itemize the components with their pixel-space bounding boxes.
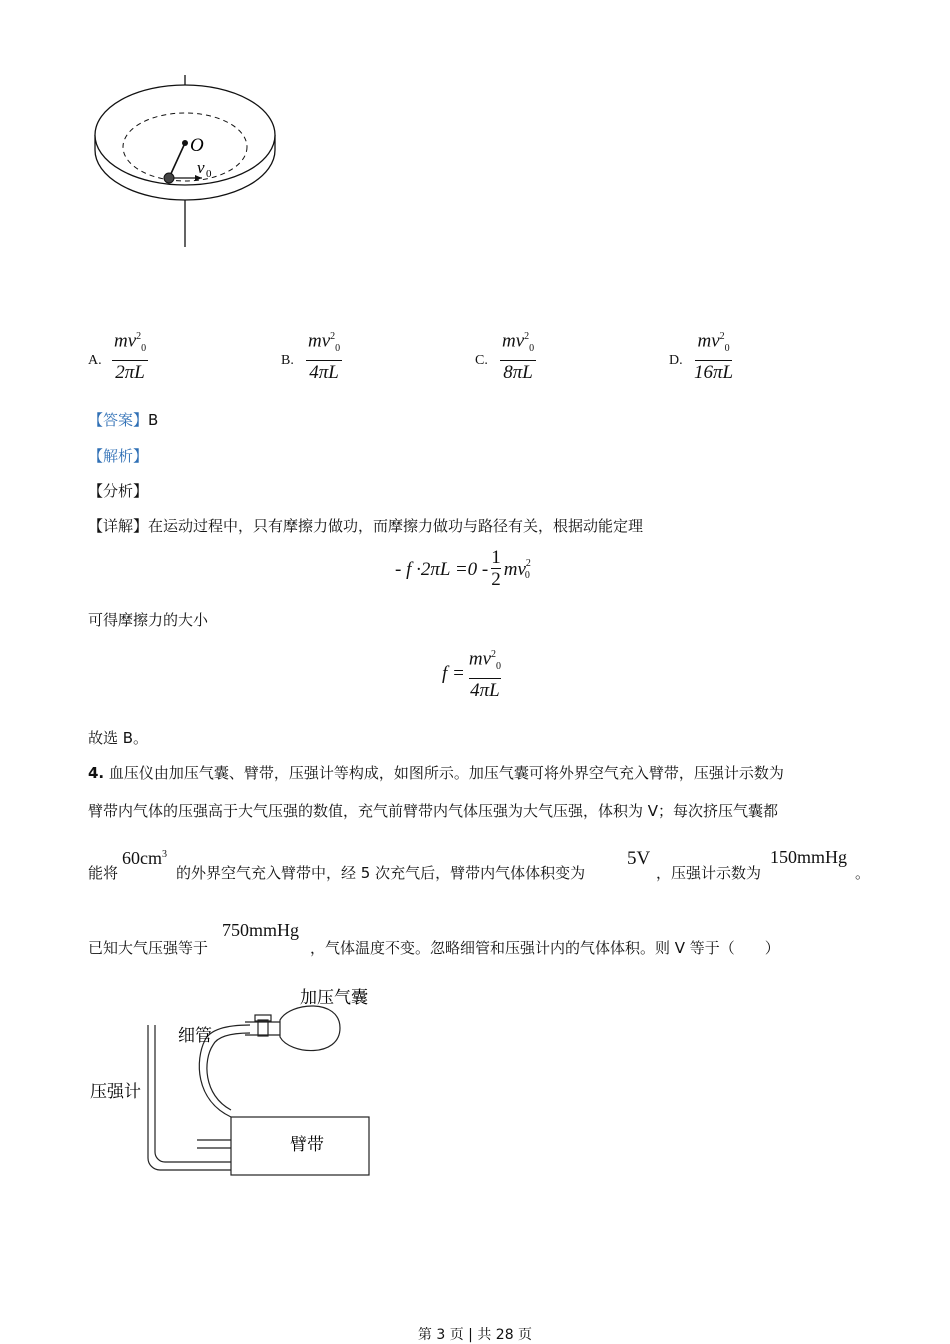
gauge-label: 压强计 xyxy=(90,1082,141,1102)
q4-line4a: 已知大气压强等于 xyxy=(88,939,209,957)
pressure-750: 750mmHg xyxy=(222,920,300,940)
option-a-formula: $\frac{mv^2_0}{2\pi L}$ xyxy=(112,326,148,385)
q4-period: 。 xyxy=(855,864,871,882)
answer-label: 【答案】 xyxy=(88,411,149,429)
cuff-label: 臂带 xyxy=(290,1135,324,1155)
q4-line3c: ，压强计示数为 xyxy=(656,864,762,882)
option-d-formula: $\frac{mv^2_0}{16\pi L}$ xyxy=(694,326,733,385)
answer-value: B xyxy=(148,411,159,429)
volume-60cm3: $60cm^3$ xyxy=(122,848,167,868)
equation-2: f = $\frac{mv^2_0}{4\pi L}$ xyxy=(442,644,501,703)
rotating-disk-figure xyxy=(90,75,285,250)
detail-line: 【详解】在运动过程中，只有摩擦力做功，而摩擦力做功与路径有关，根据动能定理 xyxy=(88,517,644,535)
analysis-label: 【解析】 xyxy=(88,447,149,465)
result-line: 可得摩擦力的大小 xyxy=(88,611,209,629)
center-label: O xyxy=(190,135,204,156)
option-d-letter: D. xyxy=(669,353,683,368)
conclusion: 故选 B。 xyxy=(88,729,149,747)
q4-line3b: 的外界空气充入臂带中，经 5 次充气后，臂带内气体体积变为 xyxy=(176,864,586,882)
option-c-letter: C. xyxy=(475,353,488,368)
equation-1: - f ·2πL =0 - 1 2 mv $^2$ $_0$ xyxy=(395,547,531,590)
blood-pressure-figure xyxy=(85,980,385,1180)
option-a-letter: A. xyxy=(88,353,102,368)
pressure-150: 150mmHg xyxy=(770,847,848,867)
q4-line3a: 能将 xyxy=(88,864,119,882)
velocity-subscript: 0 xyxy=(206,168,212,180)
option-c-formula: $\frac{mv^2_0}{8\pi L}$ xyxy=(500,326,536,385)
q4-line4b: ，气体温度不变。忽略细管和压强计内的气体体积。则 V 等于（ ） xyxy=(310,939,780,957)
question-number: 4. xyxy=(88,764,105,782)
page-footer: 第 3 页 | 共 28 页 xyxy=(417,1327,533,1343)
bulb-label: 加压气囊 xyxy=(300,988,368,1008)
fenxi-label: 【分析】 xyxy=(88,482,149,500)
velocity-label: v xyxy=(197,158,205,177)
answer-line xyxy=(88,409,158,430)
option-b-letter: B. xyxy=(281,353,294,368)
option-b-formula: $\frac{mv^2_0}{4\pi L}$ xyxy=(306,326,342,385)
volume-5v: 5V xyxy=(627,848,651,869)
q4-line2: 臂带内气体的压强高于大气压强的数值，充气前臂带内气体压强为大气压强，体积为 V；每次挤压气囊都 xyxy=(88,802,779,820)
q4-line1: 血压仪由加压气囊、臂带，压强计等构成，如图所示。加压气囊可将外界空气充入臂带，压强计示数为 xyxy=(108,764,784,782)
tube-label: 细管 xyxy=(178,1026,212,1046)
